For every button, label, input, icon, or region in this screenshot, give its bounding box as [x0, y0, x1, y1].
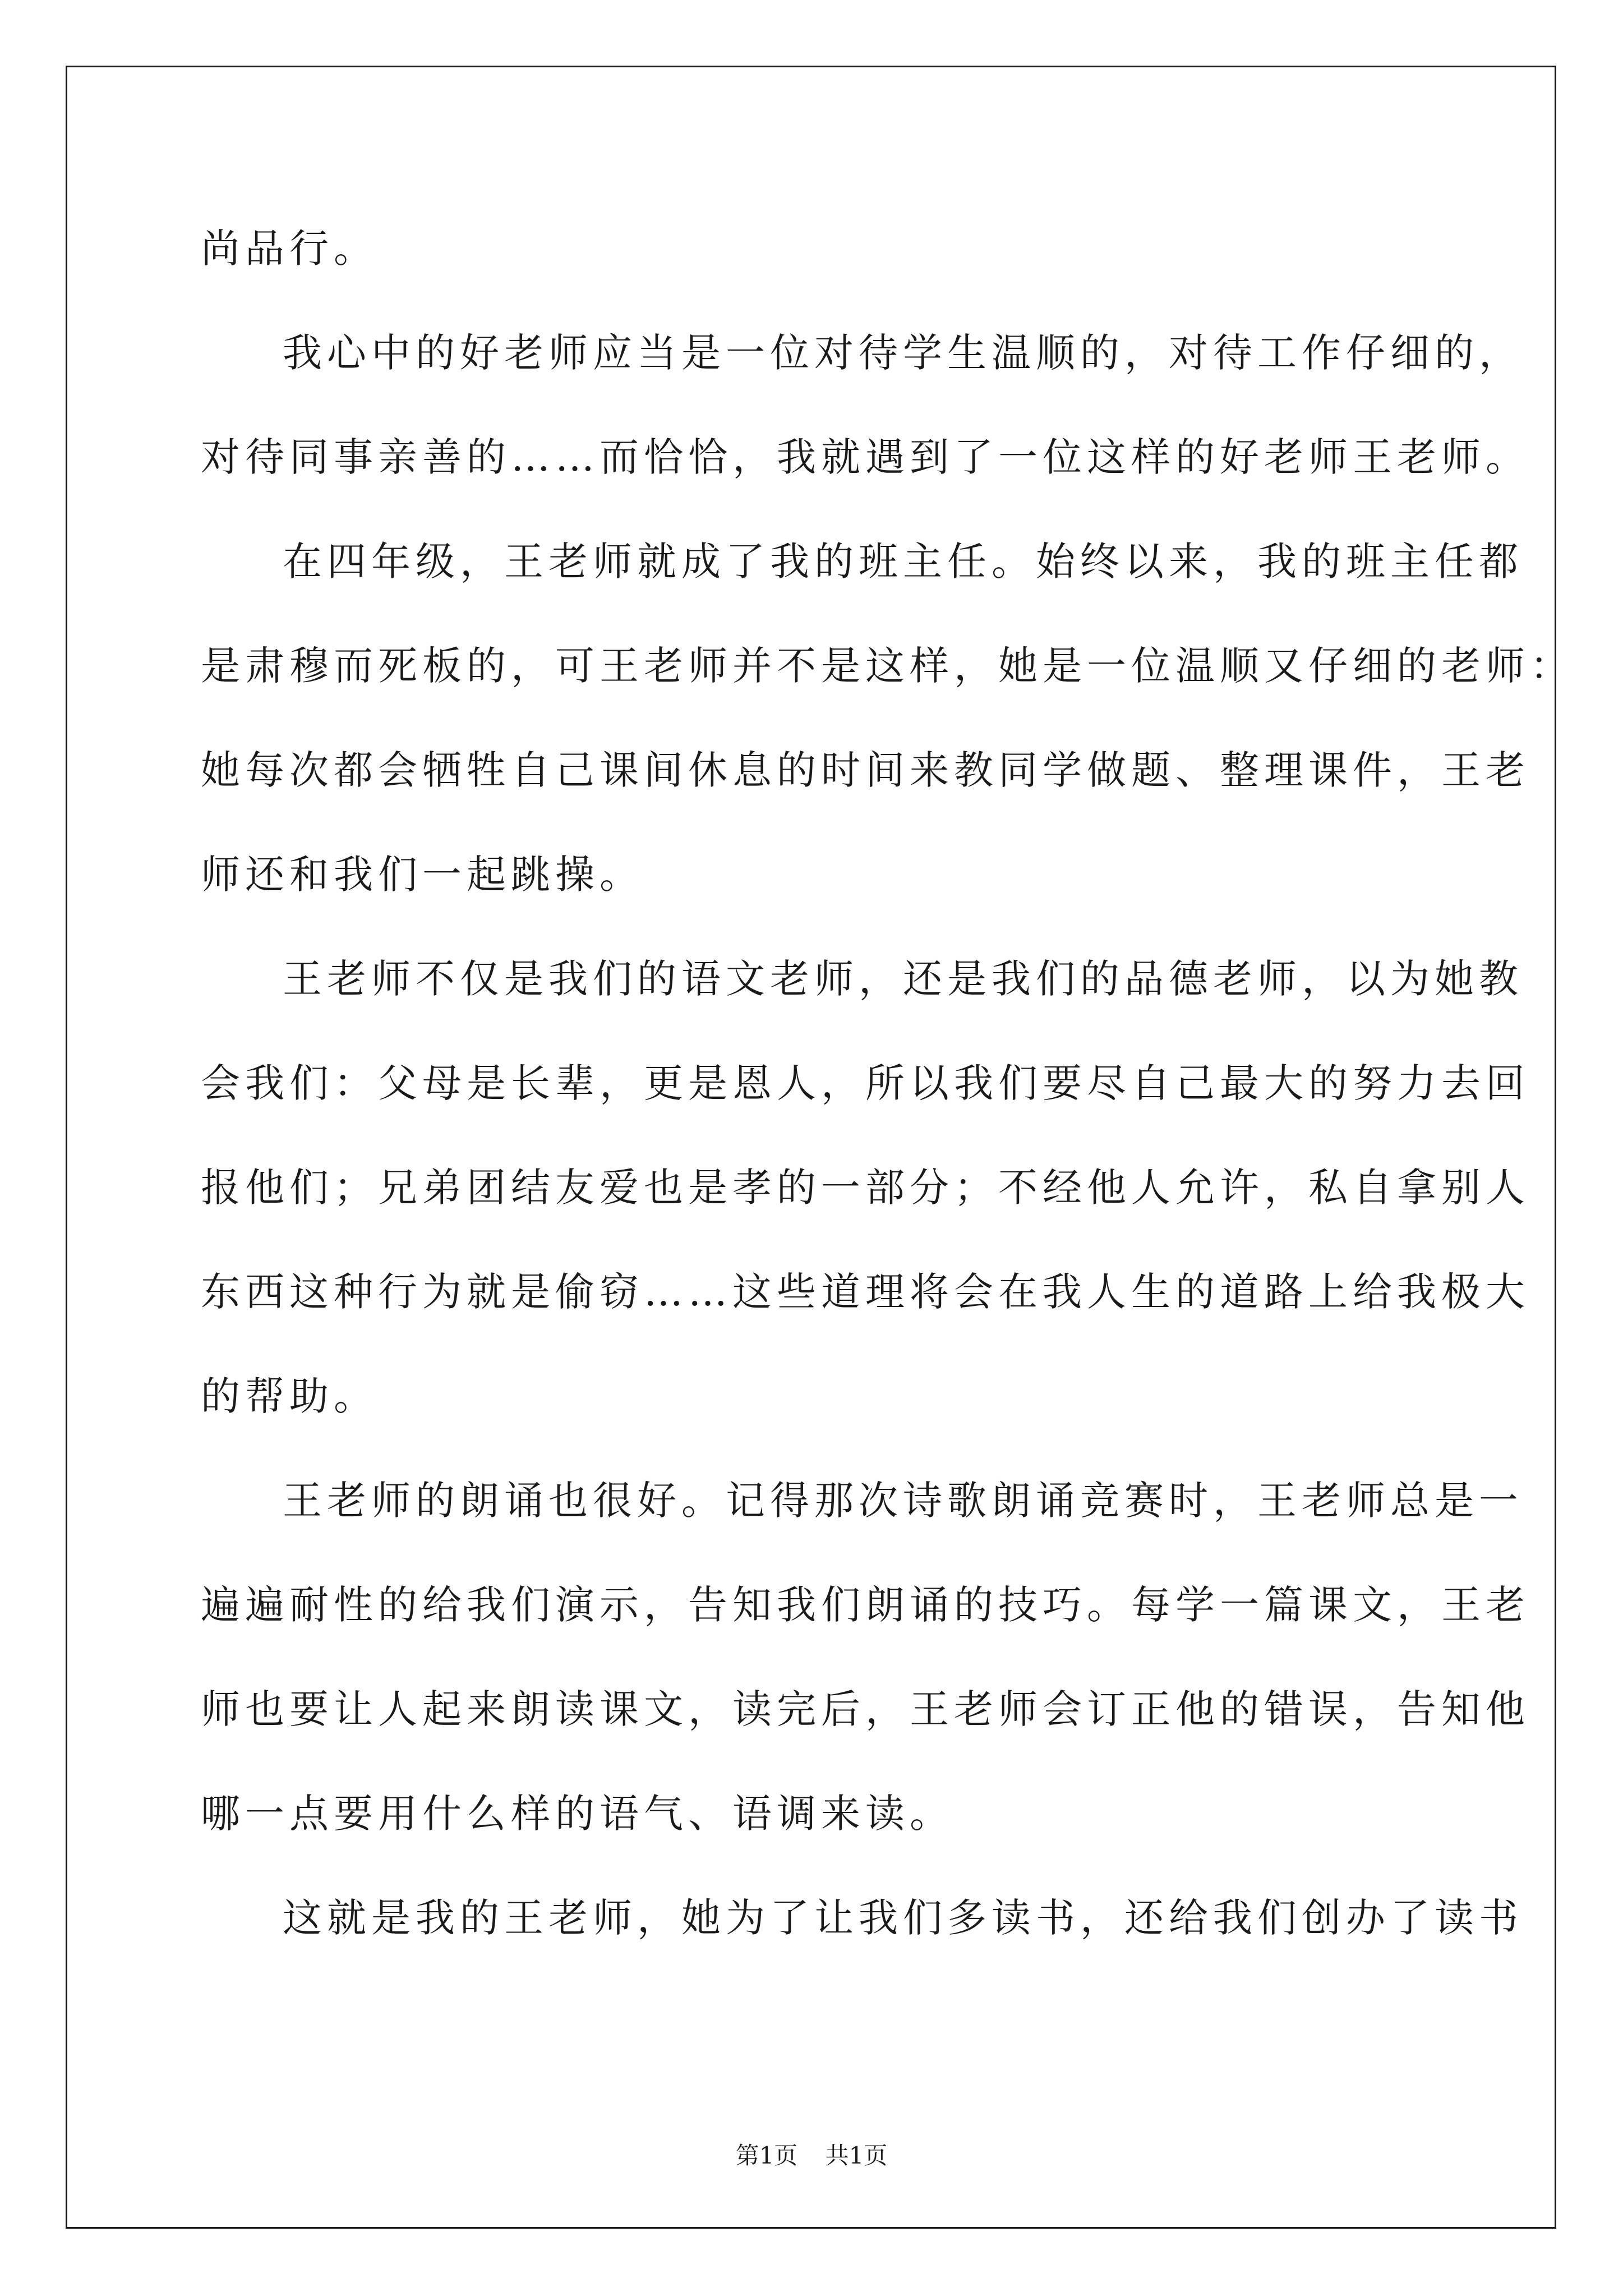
text-line: 我心中的好老师应当是一位对待学生温顺的，对待工作仔细的， [283, 330, 1523, 376]
page-number: 第1页 [735, 2142, 798, 2169]
text-line: 的帮助。 [201, 1373, 378, 1419]
text-line: 师还和我们一起跳操。 [201, 852, 644, 898]
text-line: 尚品行。 [201, 226, 378, 272]
text-line: 遍遍耐性的给我们演示，告知我们朗诵的技巧。每学一篇课文，王老 [201, 1582, 1530, 1628]
document-body [201, 196, 1574, 1970]
text-line: 她每次都会牺牲自己课间休息的时间来教同学做题、整理课件，王老 [201, 747, 1530, 793]
text-line: 报他们；兄弟团结友爱也是孝的一部分；不经他人允许，私自拿别人 [201, 1165, 1530, 1211]
text-line: 师也要让人起来朗读课文，读完后，王老师会订正他的错误，告知他 [201, 1686, 1530, 1732]
text-line: 东西这种行为就是偷窃……这些道理将会在我人生的道路上给我极大 [201, 1269, 1530, 1315]
text-line: 是肃穆而死板的，可王老师并不是这样，她是一位温顺又仔细的老师： [201, 643, 1574, 689]
text-line: 王老师不仅是我们的语文老师，还是我们的品德老师，以为她教 [283, 956, 1523, 1002]
text-line: 哪一点要用什么样的语气、语调来读。 [201, 1791, 954, 1837]
text-line: 在四年级，王老师就成了我的班主任。始终以来，我的班主任都 [283, 539, 1523, 585]
text-line: 对待同事亲善的……而恰恰，我就遇到了一位这样的好老师王老师。 [201, 434, 1530, 480]
text-line: 这就是我的王老师，她为了让我们多读书，还给我们创办了读书 [283, 1895, 1523, 1941]
text-line: 会我们：父母是长辈，更是恩人，所以我们要尽自己最大的努力去回 [201, 1060, 1530, 1106]
text-line: 王老师的朗诵也很好。记得那次诗歌朗诵竞赛时，王老师总是一 [283, 1478, 1523, 1524]
page-footer [0, 2137, 1623, 2171]
page-total: 共1页 [825, 2142, 888, 2169]
